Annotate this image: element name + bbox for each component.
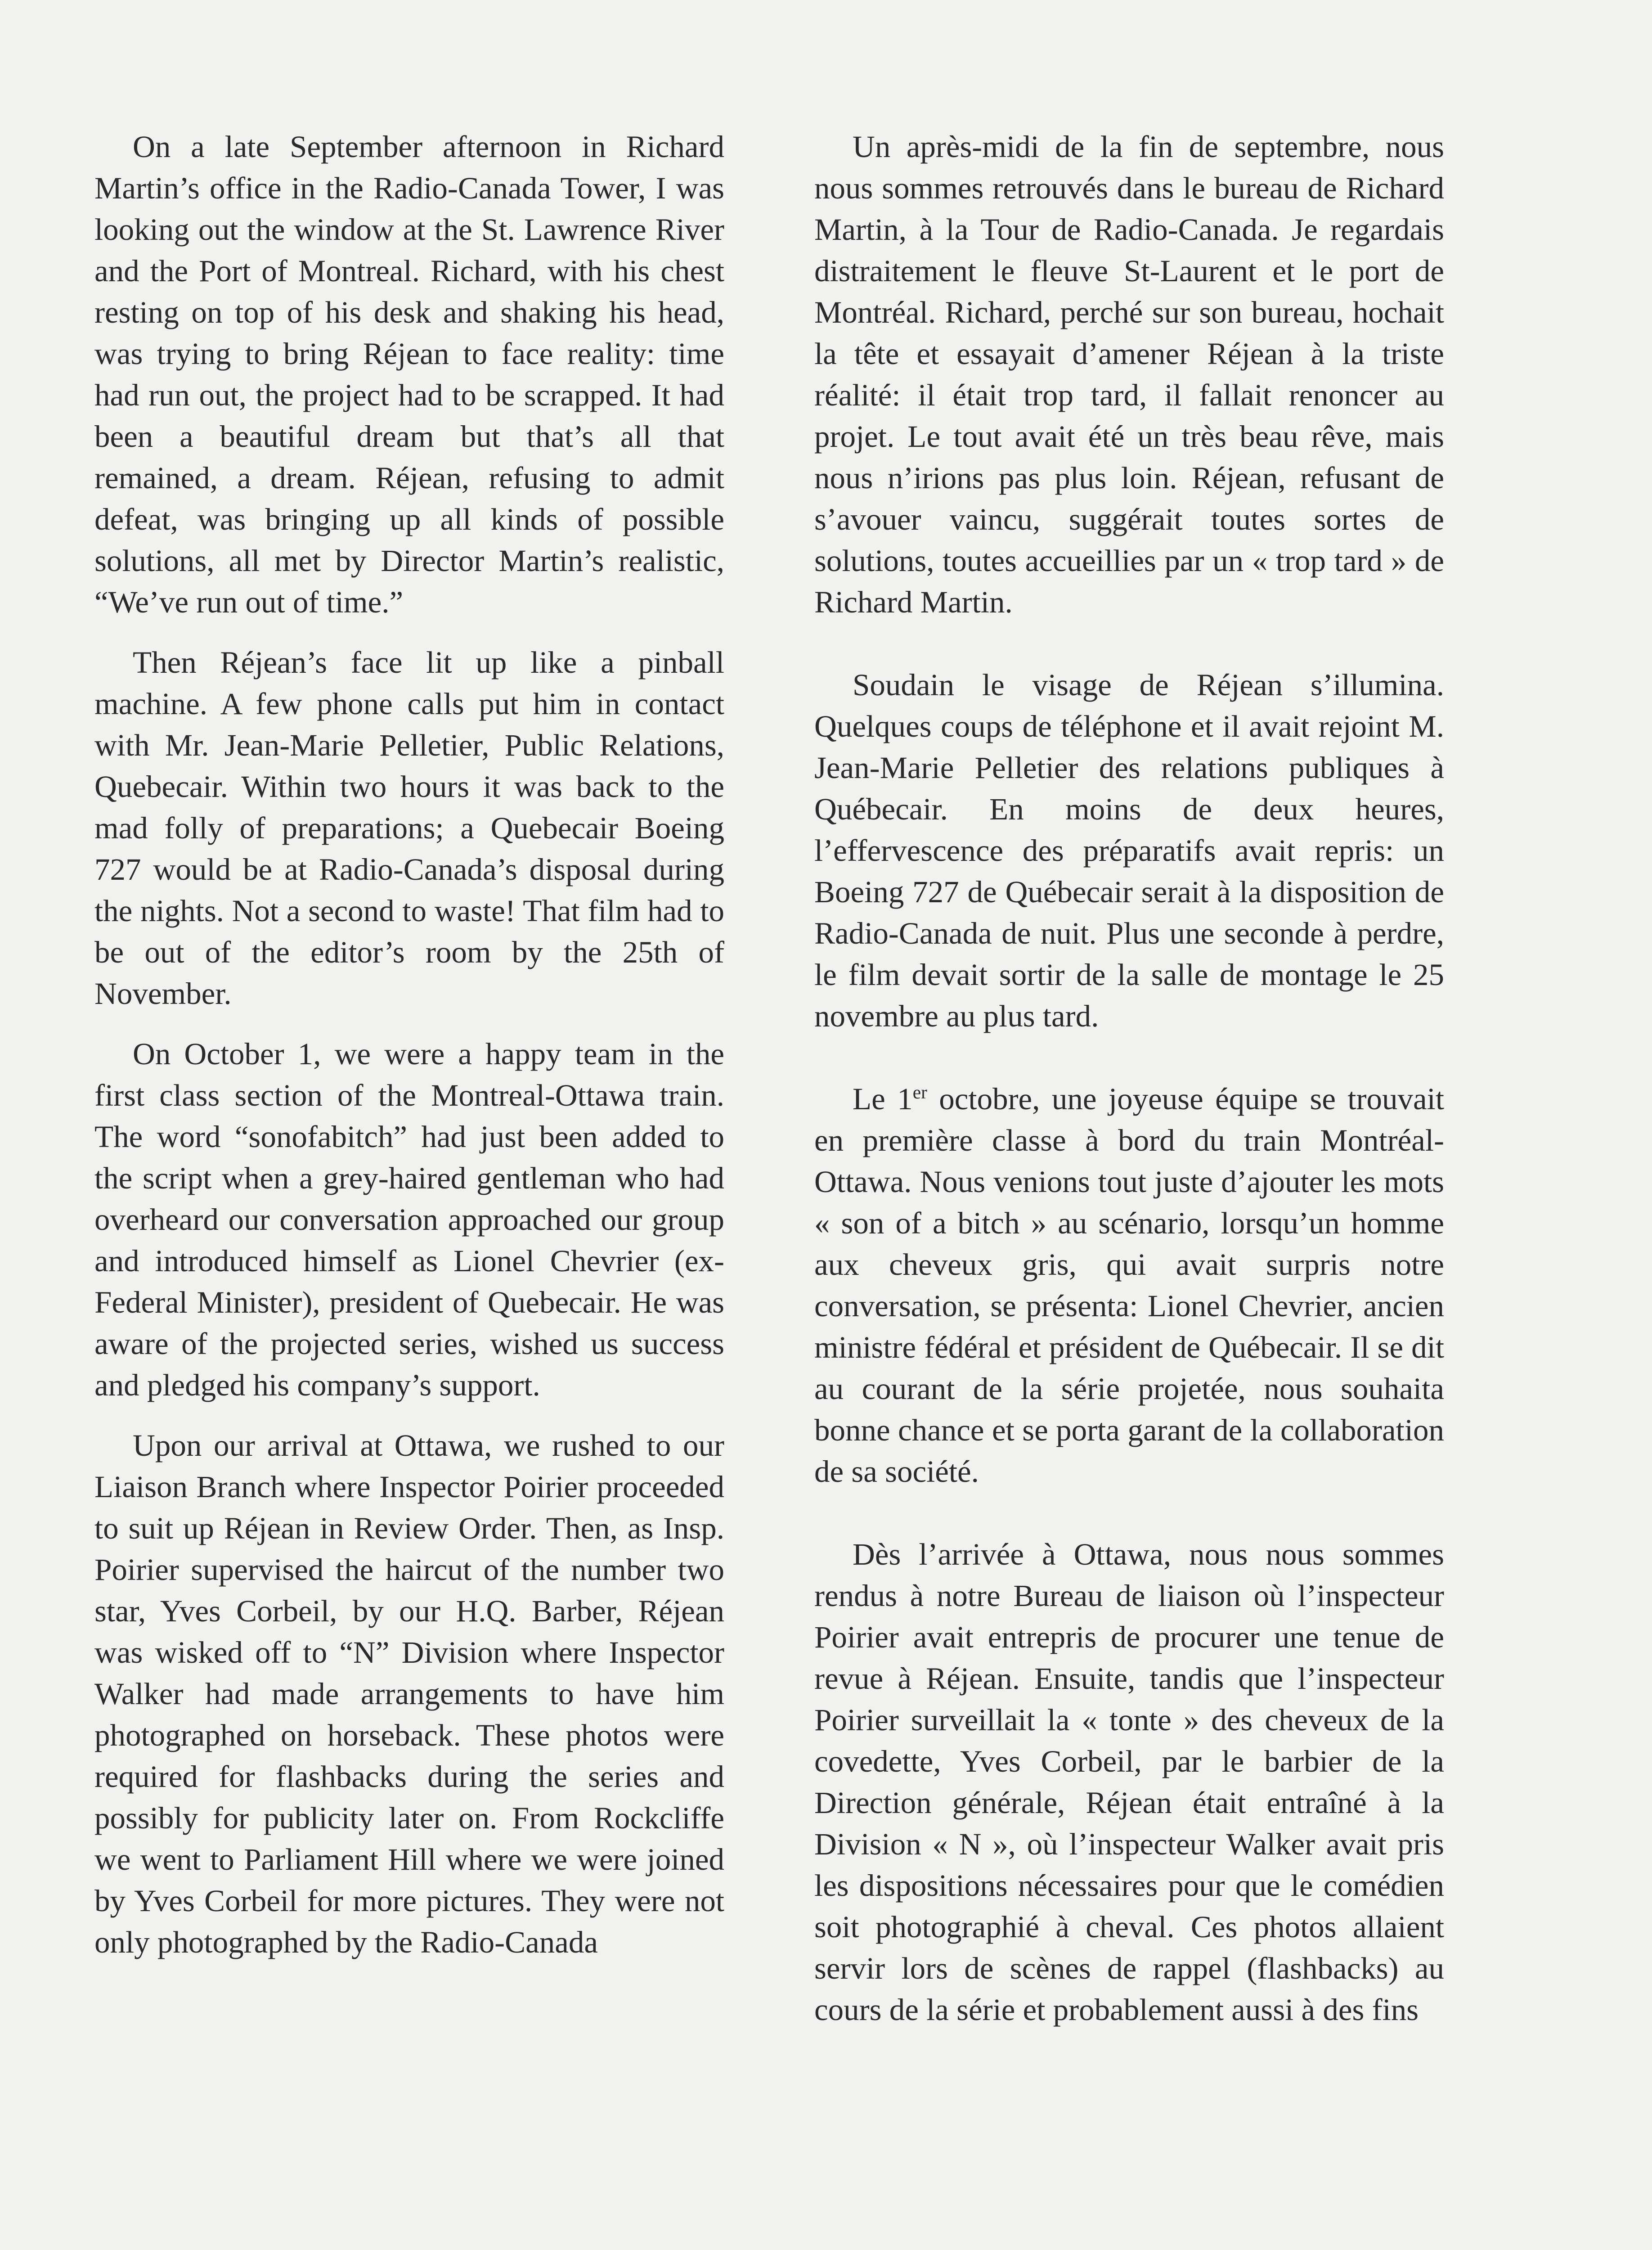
english-paragraph-2: Then Réjean’s face lit up like a pinball machine. A few phone calls put him in contact with Mr. Jean-Marie Pelletier, Public Relations, Quebecair. Within two hours it was back to the mad folly of preparations; a Quebecair Boeing 727 would be at Radio-Canada’s disposal during the nights. Not a second to waste! That film had to be out of the editor’s room by the 25th of November.	[94, 645, 724, 1011]
english-paragraph-3: On October 1, we were a happy team in the first class section of the Montreal-Ottawa train. The word “sonofabitch” had just been added to the script when a grey-haired gentleman who had overheard our conversation approached our group and introduced himself as Lionel Chevrier (ex-Federal Minister), president of Quebecair. He was aware of the projected series, wished us success and pledged his company’s support.	[94, 1037, 724, 1402]
french-column	[814, 126, 1444, 2030]
french-paragraph-2: Soudain le visage de Réjean s’illumina. Quelques coups de téléphone et il avait rejoint M. Jean-Marie Pelletier des relations publiques à Québecair. En moins de deux heures, l’effervescence des préparatifs avait repris: un Boeing 727 de Québecair serait à la disposition de Radio-Canada de nuit. Plus une seconde à perdre, le film devait sortir de la salle de montage le 25 novembre au plus tard.	[814, 668, 1444, 1033]
english-paragraph-1: On a late September afternoon in Richard Martin’s office in the Radio-Canada Tower, I was looking out the window at the St. Lawrence River and the Port of Montreal. Richard, with his chest resting on top of his desk and shaking his head, was trying to bring Réjean to face reality: time had run out, the project had to be scrapped. It had been a beautiful dream but that’s all that remained, a dream. Réjean, refusing to admit defeat, was bringing up all kinds of possible solutions, all met by Director Martin’s realistic, “We’ve run out of time.”	[94, 130, 724, 619]
french-paragraph-3-rest: octobre, une joyeuse équipe se trouvait en première classe à bord du train Montréal-Ottawa. Nous venions tout juste d’ajouter les mots « son of a bitch » au scénario, lorsqu’un homme aux cheveux gris, qui avait surpris notre conversation, se présenta: Lionel Chevrier, ancien ministre fédéral et président de Québecair. Il se dit au courant de la série projetée, nous souhaita bonne chance et se porta garant de la collaboration de sa société.	[814, 1082, 1444, 1489]
french-paragraph-1: Un après-midi de la fin de septembre, nous nous sommes retrouvés dans le bureau de Richard Martin, à la Tour de Radio-Canada. Je regardais distraitement le fleuve St-Laurent et le port de Montréal. Richard, perché sur son bureau, hochait la tête et essayait d’amener Réjean à la triste réalité: il était trop tard, il fallait renoncer au projet. Le tout avait été un très beau rêve, mais nous n’irions pas plus loin. Réjean, refusant de s’avouer vaincu, suggérait toutes sortes de solutions, toutes accueillies par un « trop tard » de Richard Martin.	[814, 130, 1444, 619]
english-paragraph-4: Upon our arrival at Ottawa, we rushed to our Liaison Branch where Inspector Poirier proceeded to suit up Réjean in Review Order. Then, as Insp. Poirier supervised the haircut of the number two star, Yves Corbeil, by our H.Q. Barber, Réjean was wisked off to “N” Division where Inspector Walker had made arrangements to have him photographed on horseback. These photos were required for flashbacks during the series and possibly for publicity later on. From Rockcliffe we went to Parliament Hill where we were joined by Yves Corbeil for more pictures. They were not only photographed by the Radio-Canada	[94, 1428, 724, 1959]
ordinal-superscript: er	[912, 1082, 927, 1102]
french-paragraph-3-prefix: Le 1	[853, 1082, 913, 1116]
french-paragraph-3	[814, 1078, 1444, 1492]
english-column	[94, 126, 724, 1963]
french-paragraph-4: Dès l’arrivée à Ottawa, nous nous sommes rendus à notre Bureau de liaison où l’inspecteur Poirier avait entrepris de procurer une tenue de revue à Réjean. Ensuite, tandis que l’inspecteur Poirier surveillait la « tonte » des cheveux de la covedette, Yves Corbeil, par le barbier de la Direction générale, Réjean était entraîné à la Division « N », où l’inspecteur Walker avait pris les dispositions nécessaires pour que le comédien soit photographié à cheval. Ces photos allaient servir lors de scènes de rappel (flashbacks) au cours de la série et probablement aussi à des fins	[814, 1537, 1444, 2027]
